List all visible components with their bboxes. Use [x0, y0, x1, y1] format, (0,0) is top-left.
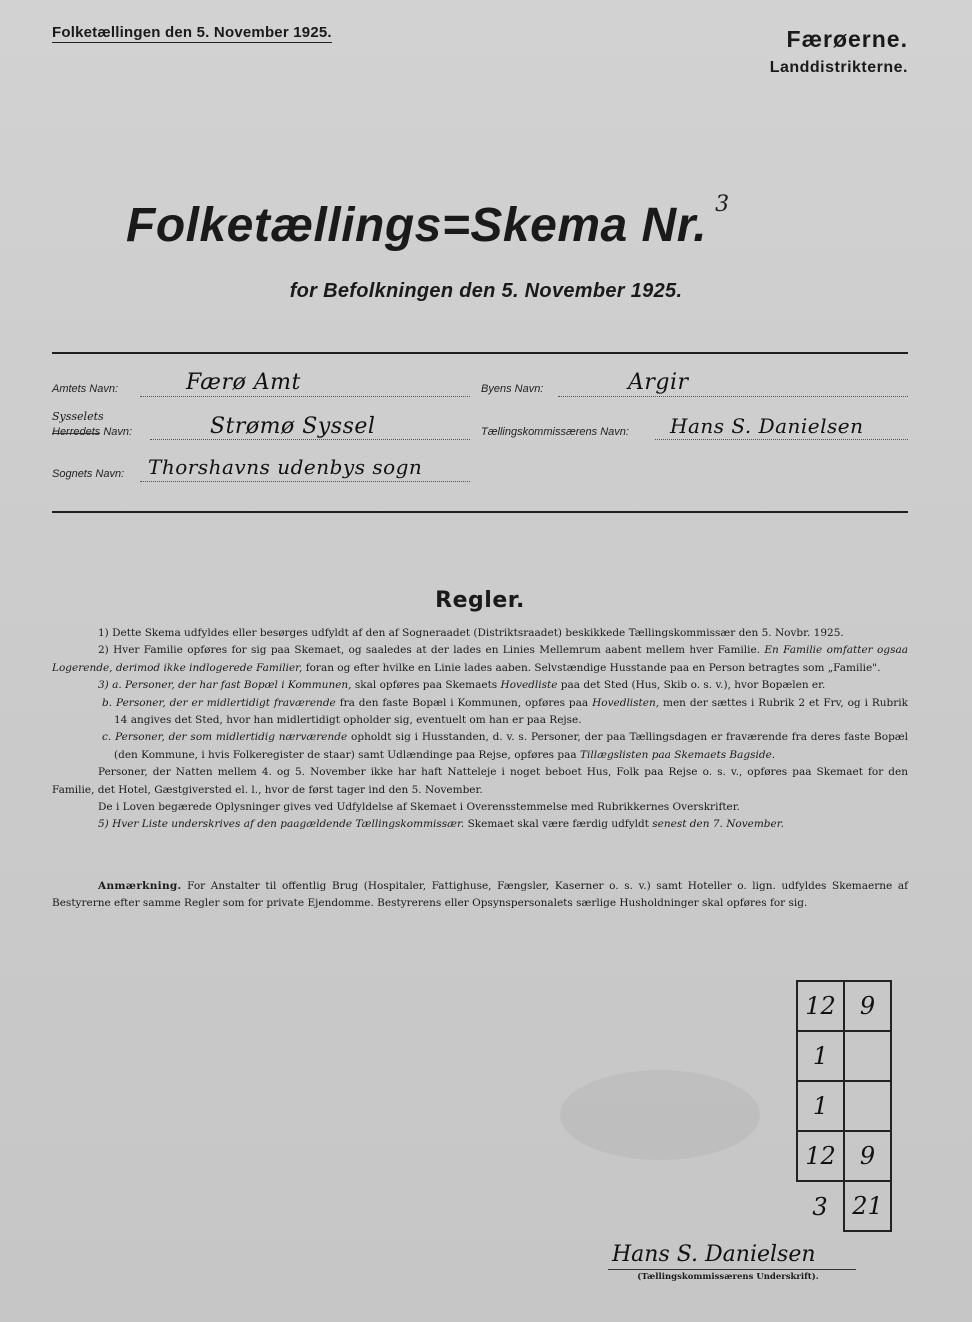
byen-label: Byens Navn: — [481, 383, 544, 395]
tally-cell: 9 — [844, 1131, 891, 1181]
tally-table — [796, 980, 892, 1232]
tally-row — [797, 1131, 891, 1181]
tally-total-cell: 21 — [844, 1181, 891, 1231]
form-subtitle: for Befolkningen den 5. November 1925. — [289, 280, 683, 302]
remark-text: For Anstalter til offentlig Brug (Hospitaler, Fattighuse, Fængsler, Kaserner o. s. v.) samt Hoteller o. lign. udfyldes Skemaerne af Bestyrerne efter samme Regler som for private Ejendomme. Bestyrerens eller Opsynspersonalets særlige Husholdninger skal opføres for sig. — [52, 880, 908, 909]
herred-strike — [52, 433, 100, 434]
signature-line — [608, 1269, 856, 1270]
tally-cell — [844, 1081, 891, 1131]
tally-cell: 12 — [797, 1131, 844, 1181]
rule-2: 2) Hver Familie opføres for sig paa Skemaet, og saaledes at der lades en Linies Mellemrum aabent mellem hver Familie. En Familie omfatter ogsaa Logerende, derimod ikke indlogerede Familier, foran og efter hvilke en Linie lades aaben. Selvstændige Husstande paa en Person betragtes som „Familie". — [52, 644, 908, 674]
rules-text — [52, 625, 908, 834]
kommissaer-line — [655, 439, 908, 440]
herred-value: Strømø Syssel — [210, 414, 376, 439]
form-title — [126, 192, 730, 253]
amt-value: Færø Amt — [186, 370, 301, 395]
bottom-divider — [52, 511, 908, 513]
kommissaer-label: Tællingskommissærens Navn: — [481, 426, 629, 438]
signature-caption: (Tællingskommissærens Underskrift). — [637, 1272, 819, 1282]
tally-row — [797, 1031, 891, 1081]
tally-cell — [844, 1031, 891, 1081]
top-divider — [52, 352, 908, 354]
rules-title: Regler. — [435, 588, 525, 613]
paper-smudge — [560, 1070, 760, 1160]
rule-6: 5) Hver Liste underskrives af den paagældende Tællingskommissær. Skemaet skal være færdig udfyldt senest den 7. November. — [98, 818, 784, 831]
tally-cell: 9 — [844, 981, 891, 1031]
commissioner-signature: Hans S. Danielsen — [612, 1242, 816, 1267]
rule-5: De i Loven begærede Oplysninger gives ved Udfyldelse af Skemaet i Overensstemmelse med Rubrikkernes Overskrifter. — [98, 801, 740, 814]
byen-line — [558, 396, 908, 397]
census-date-header: Folketællingen den 5. November 1925. — [52, 24, 332, 41]
herred-label: Herredets Navn: — [52, 426, 133, 438]
tally-row-total — [797, 1181, 891, 1231]
sogn-value: Thorshavns udenbys sogn — [148, 455, 423, 479]
tally-boxes — [796, 980, 892, 1221]
tally-cell: 12 — [797, 981, 844, 1031]
kommissaer-value: Hans S. Danielsen — [670, 414, 864, 438]
byen-value: Argir — [628, 370, 689, 395]
district-header: Landdistrikterne. — [769, 59, 908, 76]
rule-3c: c. Personer, der som midlertidig nærværende opholdt sig i Husstanden, d. v. s. Personer, der paa Tællingsdagen er fraværende fra deres faste Bopæl (den Kommune, i hvis Folkeregister de staar) samt Udlændinge paa Rejse, opføres paa Tillægslisten paa Skemaets Bagside. — [102, 731, 909, 761]
sogn-label: Sognets Navn: — [52, 468, 125, 480]
amt-label: Amtets Navn: — [52, 383, 119, 395]
herred-correction: Sysselets — [52, 410, 104, 423]
amt-line — [140, 396, 470, 397]
rule-3b: b. Personer, der er midlertidigt fraværende fra den faste Bopæl i Kommunen, opføres paa Hovedlisten, men der sættes i Rubrik 2 et Frv, og i Rubrik 14 angives det Sted, hvor han midlertidigt opholder sig, eventuelt om han er paa Rejse. — [102, 696, 908, 727]
rule-1: 1) Dette Skema udfyldes eller besørges udfyldt af den af Sogneraadet (Distriktsraadet) beskikkede Tællingskommissær den 5. Novbr. 1925. — [98, 627, 844, 639]
tally-row — [797, 981, 891, 1031]
rule-3a: 3) a. Personer, der har fast Bopæl i Kommunen, skal opføres paa Skemaets Hovedliste paa det Sted (Hus, Skib o. s. v.), hvor Bopælen er. — [98, 679, 826, 692]
tally-row — [797, 1081, 891, 1131]
form-title-text: Folketællings=Skema Nr. — [126, 199, 708, 252]
tally-cell: 1 — [797, 1031, 844, 1081]
tally-total-cell: 3 — [797, 1181, 844, 1231]
herred-line — [150, 439, 470, 440]
form-number: 3 — [715, 192, 730, 217]
sogn-line — [140, 481, 470, 482]
region-header: Færøerne. — [786, 26, 908, 52]
remark — [52, 878, 908, 912]
rule-4: Personer, der Natten mellem 4. og 5. November ikke har haft Natteleje i noget beboet Hus, Folk paa Rejse o. s. v., opføres paa Skemaet for den Familie, det Hotel, Gæstgiversted el. l., hvor de først tager ind den 5. November. — [52, 766, 908, 796]
tally-cell: 1 — [797, 1081, 844, 1131]
remark-label: Anmærkning. — [98, 880, 182, 892]
